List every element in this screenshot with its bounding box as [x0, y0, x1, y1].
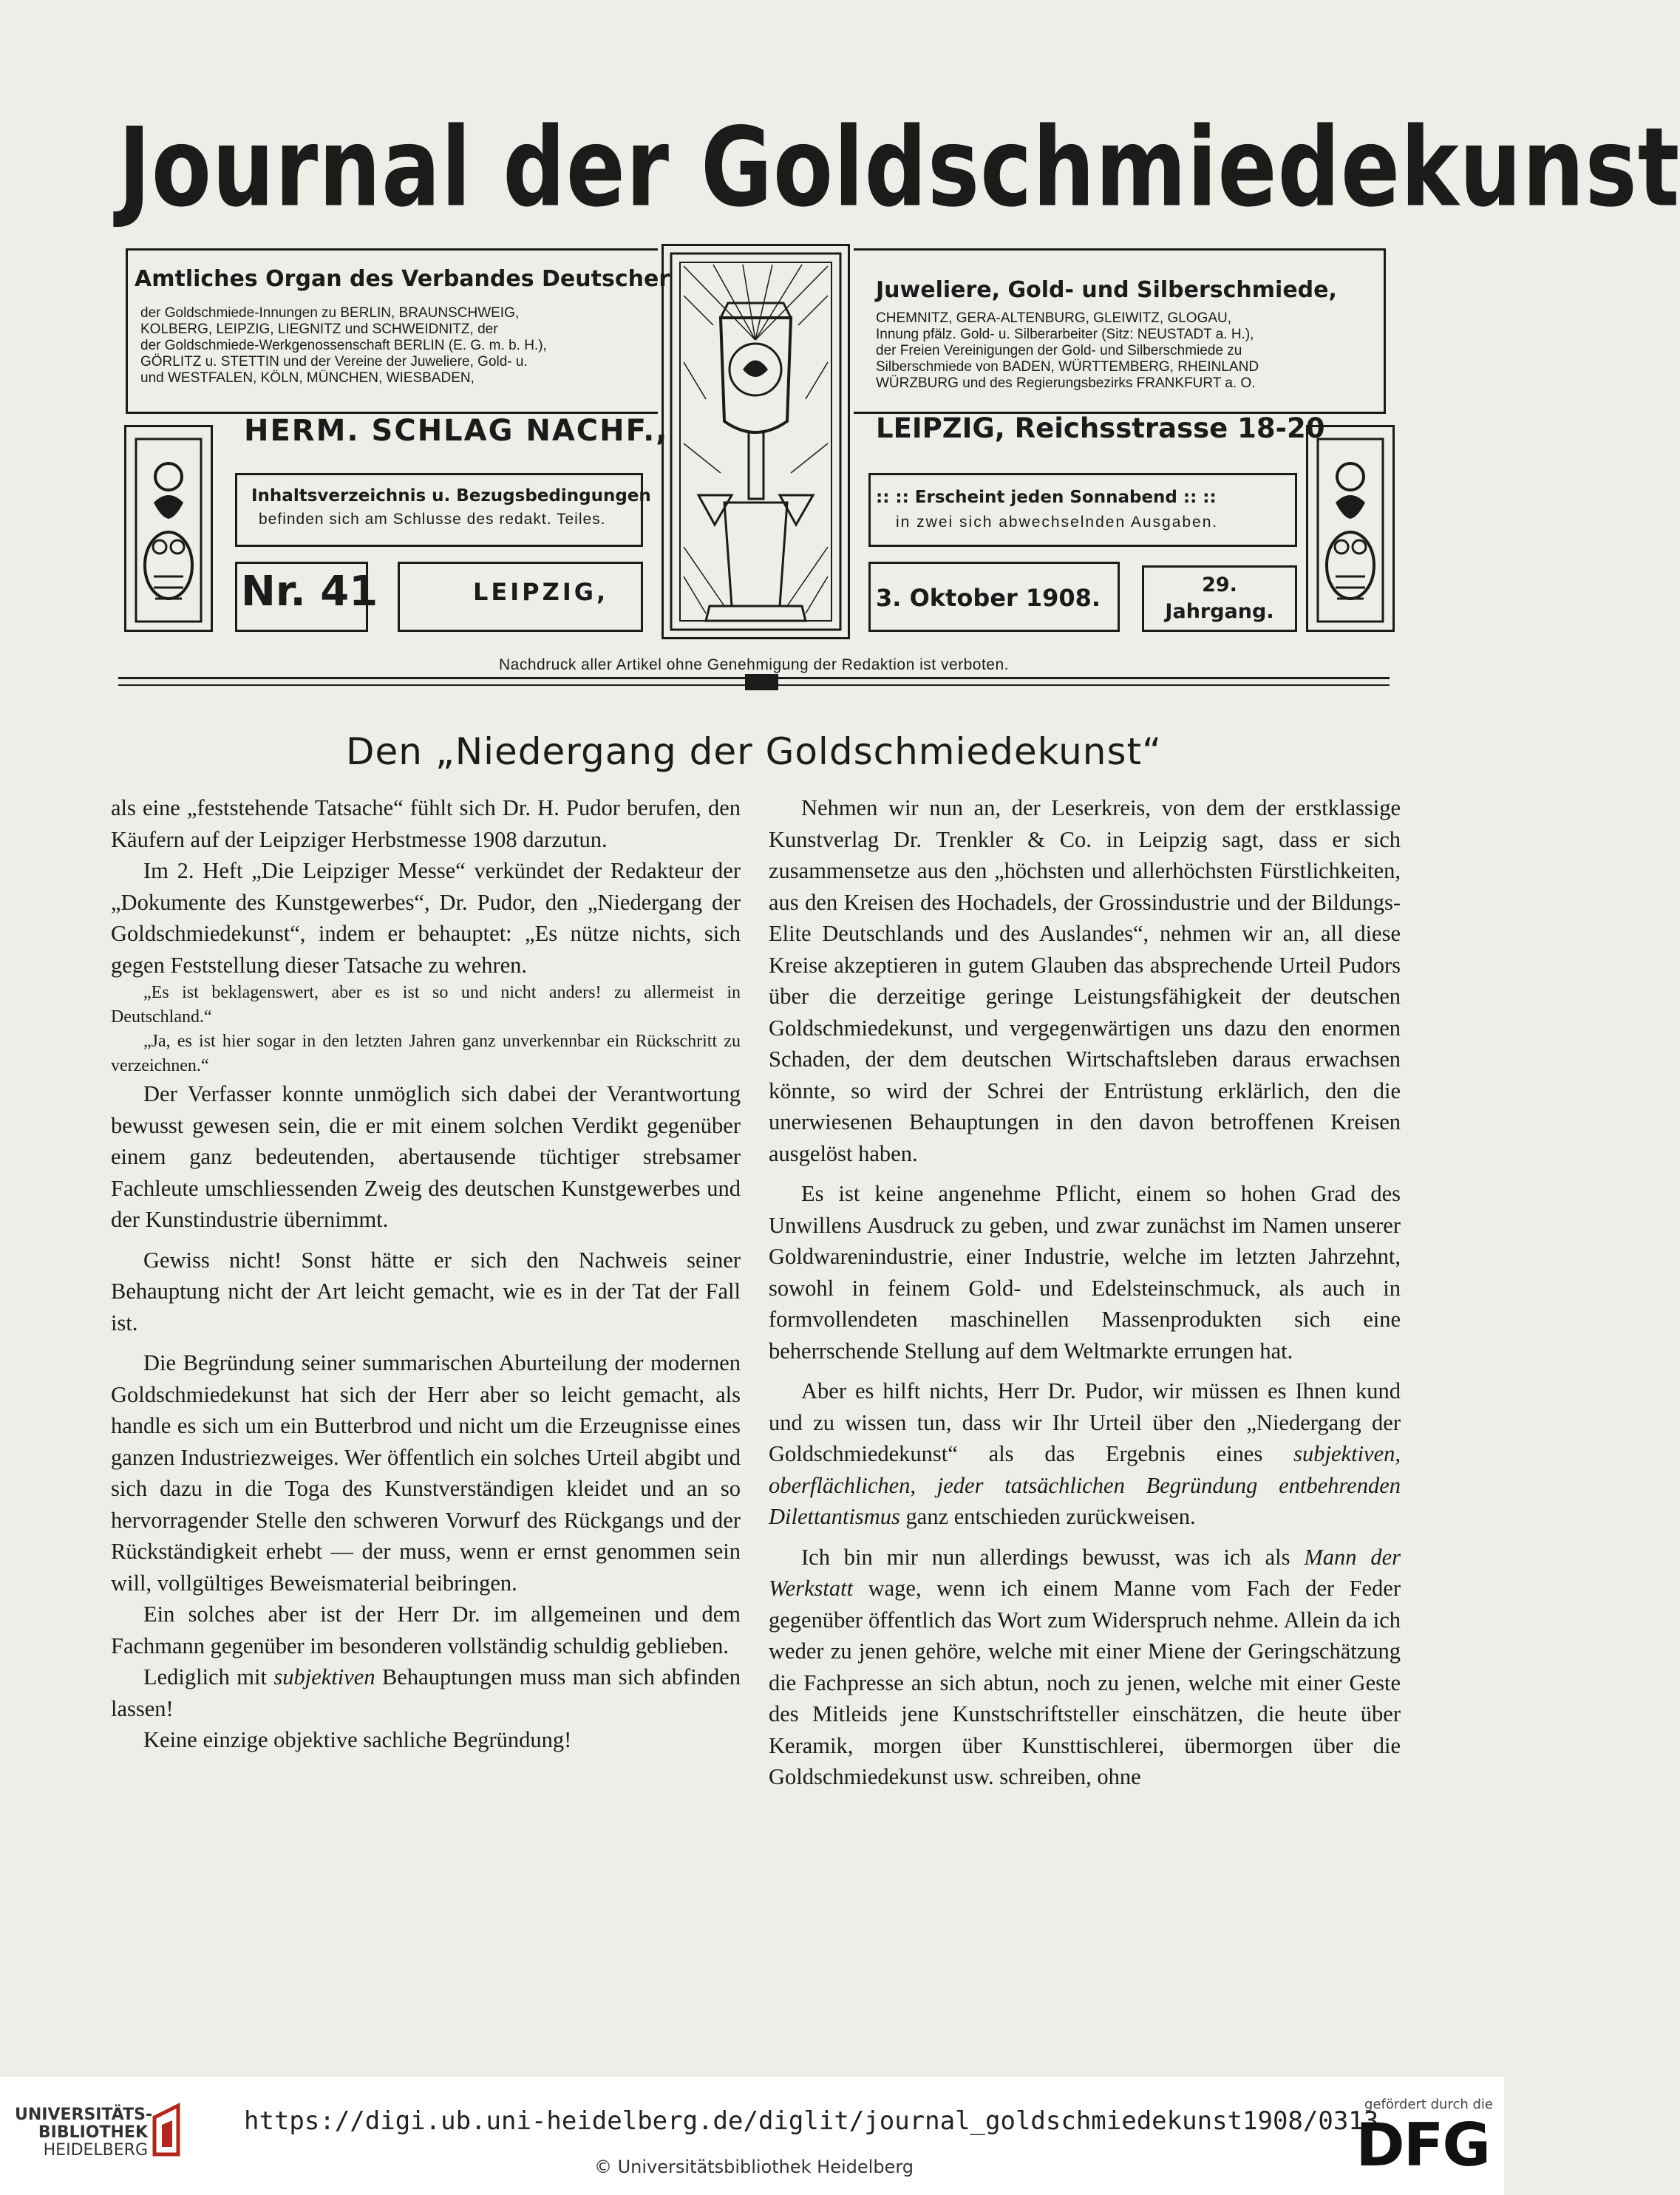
library-name: UNIVERSITÄTS- BIBLIOTHEK HEIDELBERG — [15, 2106, 153, 2160]
issue-title: :: :: Erscheint jeden Sonnabend :: :: — [876, 488, 1217, 507]
left-owl-ornament — [132, 436, 205, 625]
paragraph: als eine „feststehende Tatsache“ fühlt sich Dr. H. Pudor berufen, den Käufern auf der Leipziger Herbstmesse 1908 darzutun. — [111, 795, 741, 852]
article-title: Den „Niedergang der Goldschmiedekunst“ — [345, 730, 1163, 773]
owl-icon — [1313, 436, 1387, 625]
masthead-title: Journal der Goldschmiedekunst — [118, 103, 1680, 231]
library-logo — [152, 2103, 181, 2158]
paragraph: Lediglich mit subjektiven Behauptungen muss man sich abfinden lassen! — [111, 1664, 741, 1721]
contents-box — [235, 473, 651, 547]
footer-bar — [0, 2077, 1504, 2195]
city: LEIPZIG, — [473, 578, 609, 606]
source-url[interactable]: https://digi.ub.uni-heidelberg.de/diglit/journal_goldschmiedekunst1908/0313 — [244, 2106, 1379, 2136]
paragraph: Im 2. Heft „Die Leipziger Messe“ verkündet der Redakteur der „Dokumente des Kunstgewerbes“, Dr. Pudor, den „Niedergang der Goldschmiedekunst“, indem er behauptet: „Es nütze nichts, sich gegen Feststellung dieser Tatsache zu wehren. — [111, 858, 741, 978]
publisher-address: LEIPZIG, Reichsstrasse 18-20 — [876, 412, 1325, 444]
contents-title: Inhaltsverzeichnis u. Bezugsbedingungen — [251, 486, 651, 506]
center-vase-ornament — [669, 251, 843, 632]
issue-date: 3. Oktober 1908. — [876, 584, 1101, 612]
paragraph: Ich bin mir nun allerdings bewusst, was ich als Mann der Werkstatt wage, wenn ich einem Manne vom Fach der Feder gegenüber öffentlich das Wort zum Widerspruch nehme. Allein da ich weder zu jenen gehöre, welche mit einer Miene der Geringschätzung die Fachpresse an sich abtun, noch zu jenen, welche mit einer Geste des Mitleids jene Kunstschriftsteller einschätzen, die heute über Keramik, morgen über Kunsttischlerei, übermorgen über die Goldschmiedekunst usw. schreiben, ohne — [769, 1544, 1401, 1789]
volume-label: Jahrgang. — [1165, 600, 1274, 623]
issue-info-box — [868, 473, 1297, 547]
header-right-heading: Juweliere, Gold- und Silberschmiede, — [876, 277, 1337, 303]
contents-sub: befinden sich am Schlusse des redakt. Teiles. — [259, 511, 606, 528]
right-owl-ornament — [1313, 436, 1387, 625]
header-left-lines: der Goldschmiede-Innungen zu BERLIN, BRAUNSCHWEIG, KOLBERG, LEIPZIG, LIEGNITZ und SCHWEIDNITZ, der der Goldschmiede-Werkgenossenschaft BERLIN (E. G. m. b. H.), GÖRLITZ u. STETTIN und der Vereine der Juweliere, Gold- u. und WESTFALEN, KÖLN, MÜNCHEN, WIESBADEN, — [140, 305, 547, 386]
header-right-lines: CHEMNITZ, GERA-ALTENBURG, GLEIWITZ, GLOGAU, Innung pfälz. Gold- u. Silberarbeiter (Sitz: NEUSTADT a. H.), der Freien Vereinigungen der Gold- und Silberschmiede zu Silberschmiede von BADEN, WÜRTTEMBERG, RHEINLAND WÜRZBURG und des Regierungsbezirks FRANKFURT a. O. — [876, 310, 1259, 391]
issue-number: Nr. 41 — [241, 568, 378, 616]
library-logo-icon — [152, 2103, 181, 2158]
dfg-logo: DFG — [1356, 2111, 1489, 2179]
volume-number: 29. — [1202, 574, 1237, 596]
publisher: HERM. SCHLAG NACHF., — [244, 414, 669, 448]
paragraph: Gewiss nicht! Sonst hätte er sich den Nachweis seiner Behauptung nicht der Art leicht gemacht, wie es in der Tat der Fall ist. — [111, 1247, 741, 1335]
article-right-column — [769, 792, 1401, 1793]
quote: „Es ist beklagenswert, aber es ist so und nicht anders! zu allermeist in Deutschland.“ — [111, 983, 741, 1027]
owl-icon — [132, 436, 205, 625]
paragraph: Der Verfasser konnte unmöglich sich dabei der Verantwortung bewusst gewesen sein, die er mit einem solchen Verdikt gegenüber einem ganz bedeutenden, abertausende tüchtiger strebsamer Fachleute umschliessenden Zweig des deutschen Kunstgewerbes und der Kunstindustrie übernimmt. — [111, 1081, 741, 1232]
reprint-notice: Nachdruck aller Artikel ohne Genehmigung der Redaktion ist verboten. — [498, 656, 1010, 673]
article-left-column — [111, 792, 741, 1756]
header-left-heading: Amtliches Organ des Verbandes Deutscher — [135, 266, 670, 292]
paragraph: Es ist keine angenehme Pflicht, einem so hohen Grad des Unwillens Ausdruck zu geben, und zwar zunächst im Namen unserer Goldwarenindustrie, einer Industrie, welche im letzten Jahrzehnt, sowohl in feinem Gold- und Edelsteinschmuck, als auch in formvollendeten maschinellen Massenprodukten sich eine beherrschende Stellung auf dem Weltmarkte errungen hat. — [769, 1181, 1401, 1364]
paragraph: Ein solches aber ist der Herr Dr. im allgemeinen und dem Fachmann gegenüber im besonderen vollständig schuldig geblieben. — [111, 1602, 741, 1658]
funding-note: gefördert durch die — [1364, 2097, 1493, 2112]
paragraph: Aber es hilft nichts, Herr Dr. Pudor, wir müssen es Ihnen kund und zu wissen tun, dass wir Ihr Urteil über den „Niedergang der Goldschmiedekunst“ als das Ergebnis eines subjektiven, oberflächlichen, jeder tatsächlichen Begründung entbehrenden Dilettantismus ganz entschieden zurückweisen. — [769, 1378, 1401, 1529]
issue-sub: in zwei sich abwechselnden Ausgaben. — [896, 514, 1219, 531]
rule-ornament — [745, 674, 778, 690]
trophy-vase-icon — [669, 251, 843, 632]
paragraph: Keine einzige objektive sachliche Begründung! — [143, 1727, 572, 1752]
paragraph: Nehmen wir nun an, der Leserkreis, von dem der erstklassige Kunstverlag Dr. Trenkler & Co. in Leipzig sagt, dass er sich zusammensetze aus den „höchsten und allerhöchsten Fürstlichkeiten, aus den Kreisen des Hochadels, der Grossindustrie und der Bildungs-Elite Deutschlands und des Auslandes“, nehmen wir an, all diese Kreise akzeptieren in gutem Glauben das absprechende Urteil Pudors über die derzeitige geringe Leistungsfähigkeit der deutschen Goldschmiedekunst, und vergegenwärtigen uns dazu den enormen Schaden, der dem deutschen Wirtschaftsleben daraus erwachsen könnte, so wird der Schrei der Entrüstung erklärlich, den die unerwiesenen Behauptungen in den davon betroffenen Kreisen ausgelöst haben. — [769, 795, 1401, 1166]
quote: „Ja, es ist hier sogar in den letzten Jahren ganz unverkennbar ein Rückschritt zu verzeichnen.“ — [111, 1032, 741, 1075]
copyright: © Universitätsbibliothek Heidelberg — [594, 2157, 914, 2177]
paragraph: Die Begründung seiner summarischen Aburteilung der modernen Goldschmiedekunst hat sich der Herr aber so leicht gemacht, als handle es sich um ein Butterbrod und nicht um die Erzeugnisse eines ganzen Industriezweiges. Wer öffentlich ein solches Urteil abgibt und sich dazu in die Toga des Kunstverständigen kleidet und an so hervorragender Stelle den schweren Vorwurf des Rückgangs und der Rückständigkeit erhebt — der muss, wenn er ernst genommen sein will, vollgültiges Beweismaterial beibringen. — [111, 1350, 741, 1596]
